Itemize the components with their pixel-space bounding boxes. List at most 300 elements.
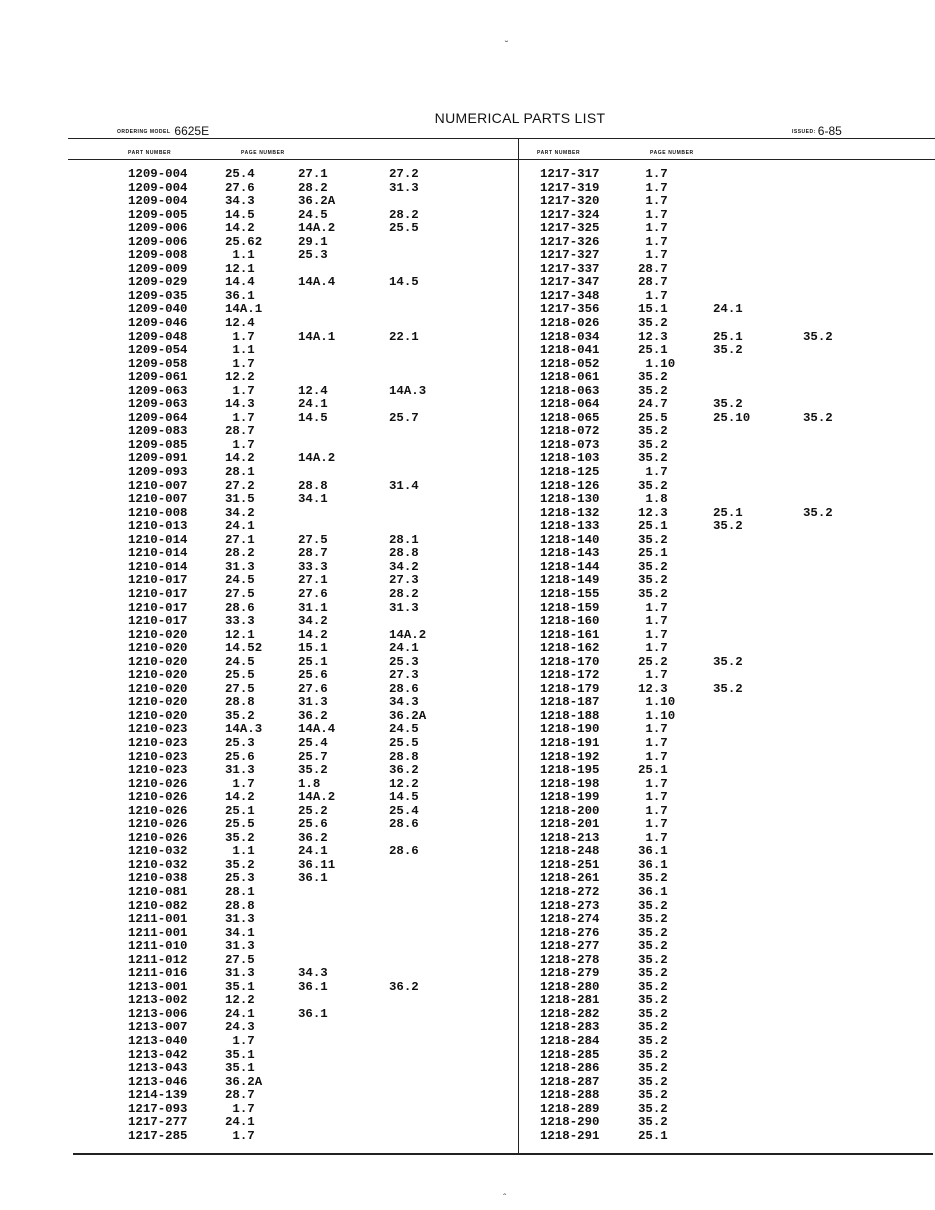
page-number: 14.52 xyxy=(225,641,263,656)
part-number: 1218-103 xyxy=(540,451,600,466)
page-number: 25.6 xyxy=(225,749,255,764)
part-number: 1214-139 xyxy=(128,1088,188,1103)
page-number: 27.6 xyxy=(225,180,255,195)
page-number: 25.7 xyxy=(298,749,328,764)
page-number: 25.10 xyxy=(713,410,751,425)
part-number: 1213-007 xyxy=(128,1020,188,1035)
part-number: 1218-073 xyxy=(540,437,600,452)
part-number: 1210-020 xyxy=(128,708,188,723)
page-number: 1.7 xyxy=(638,790,668,805)
page-number: 1.7 xyxy=(638,830,668,845)
page-number: 35.2 xyxy=(638,1034,668,1048)
page-number: 1.7 xyxy=(638,641,668,656)
page-number: 25.3 xyxy=(225,871,255,886)
page-number: 24.5 xyxy=(389,722,419,737)
page-number: 24.3 xyxy=(225,1020,255,1035)
part-number: 1211-012 xyxy=(128,952,188,967)
page-number: 35.2 xyxy=(803,505,833,520)
part-number: 1218-041 xyxy=(540,343,600,358)
page-number: 25.5 xyxy=(638,410,668,425)
part-number: 1209-064 xyxy=(128,410,188,425)
page-number: 36.11 xyxy=(298,857,336,872)
page-number: 1.7 xyxy=(225,356,255,371)
part-number: 1210-007 xyxy=(128,478,188,493)
page-number: 28.7 xyxy=(638,261,668,276)
part-number: 1210-023 xyxy=(128,763,188,778)
part-number: 1218-026 xyxy=(540,316,600,331)
part-number: 1209-009 xyxy=(128,261,188,276)
page-number: 34.3 xyxy=(389,695,419,710)
part-number: 1209-048 xyxy=(128,329,188,344)
page-number: 36.2 xyxy=(298,830,328,845)
part-number: 1211-001 xyxy=(128,912,188,927)
part-number: 1218-061 xyxy=(540,370,600,385)
part-number: 1218-162 xyxy=(540,641,600,656)
part-number: 1209-058 xyxy=(128,356,188,371)
page-number: 1.7 xyxy=(225,776,255,791)
page-number: 34.1 xyxy=(225,925,255,940)
part-number: 1218-188 xyxy=(540,708,600,723)
part-number: 1210-026 xyxy=(128,830,188,845)
page-number: 28.7 xyxy=(298,546,328,561)
part-number: 1218-191 xyxy=(540,735,600,750)
part-number: 1218-195 xyxy=(540,763,600,778)
page-number: 14.2 xyxy=(225,221,255,236)
part-number: 1210-081 xyxy=(128,884,188,899)
page-number: 35.2 xyxy=(803,410,833,425)
page-number: 14A.2 xyxy=(298,221,336,236)
page-number: 25.1 xyxy=(298,654,328,669)
page-number: 24.7 xyxy=(638,397,668,412)
page-number: 25.4 xyxy=(298,735,328,750)
part-number: 1210-023 xyxy=(128,735,188,750)
part-number: 1218-172 xyxy=(540,668,600,683)
page-number: 27.3 xyxy=(389,668,419,683)
page-number: 35.2 xyxy=(638,1047,668,1062)
part-number: 1218-287 xyxy=(540,1074,600,1089)
part-number: 1217-325 xyxy=(540,221,600,236)
part-number: 1210-017 xyxy=(128,573,188,588)
page-number: 35.2 xyxy=(638,939,668,954)
part-number: 1210-017 xyxy=(128,586,188,601)
page-number: 25.62 xyxy=(225,234,263,249)
part-number: 1210-026 xyxy=(128,790,188,805)
page-number: 36.1 xyxy=(225,288,255,303)
page-number: 1.7 xyxy=(638,749,668,764)
part-number: 1210-020 xyxy=(128,668,188,683)
ordering-model-value: 6625E xyxy=(174,124,210,138)
column-divider xyxy=(518,139,519,1154)
page-number: 25.1 xyxy=(225,803,255,818)
page-number: 1.7 xyxy=(638,614,668,629)
part-number: 1218-277 xyxy=(540,939,600,954)
page-number: 1.1 xyxy=(225,248,255,263)
page-number: 35.2 xyxy=(638,573,668,588)
scan-mark-bottom: ˆ xyxy=(503,1193,507,1204)
page-number: 14.5 xyxy=(389,275,419,290)
page-number: 27.2 xyxy=(225,478,255,493)
part-number: 1217-347 xyxy=(540,275,600,290)
page-number: 1.7 xyxy=(638,288,668,303)
page-number: 35.2 xyxy=(638,383,668,398)
part-number: 1217-319 xyxy=(540,180,600,195)
left-part-number-header: PART NUMBER xyxy=(128,150,172,156)
page-number: 28.6 xyxy=(225,600,255,615)
part-number: 1218-161 xyxy=(540,627,600,642)
page-number: 35.1 xyxy=(225,1047,255,1062)
part-number: 1218-072 xyxy=(540,424,600,439)
page-number: 14A.1 xyxy=(225,302,263,317)
page-number: 35.2 xyxy=(638,424,668,439)
part-number: 1209-091 xyxy=(128,451,188,466)
part-number: 1218-130 xyxy=(540,492,600,507)
page-number: 35.2 xyxy=(638,871,668,886)
page-number: 12.1 xyxy=(225,261,255,276)
page-number: 35.2 xyxy=(638,1061,668,1076)
page-number: 31.5 xyxy=(225,492,255,507)
page-number: 28.1 xyxy=(225,884,255,899)
page-number: 35.2 xyxy=(638,1101,668,1116)
page-number: 1.8 xyxy=(638,492,668,507)
header-rule xyxy=(68,138,935,139)
part-number: 1209-004 xyxy=(128,180,188,195)
part-number: 1218-198 xyxy=(540,776,600,791)
part-number: 1210-026 xyxy=(128,776,188,791)
page-number: 25.3 xyxy=(298,248,328,263)
page-number: 28.6 xyxy=(389,681,419,696)
issued-value: 6-85 xyxy=(817,124,842,138)
footer-rule xyxy=(73,1153,933,1155)
part-number: 1213-042 xyxy=(128,1047,188,1062)
page-number: 27.1 xyxy=(225,532,255,547)
part-number: 1210-026 xyxy=(128,803,188,818)
page-number: 25.1 xyxy=(713,329,743,344)
part-number: 1218-286 xyxy=(540,1061,600,1076)
page-number: 29.1 xyxy=(298,234,328,249)
page-number: 12.2 xyxy=(225,370,255,385)
page-number: 1.7 xyxy=(638,465,668,480)
page-number: 35.2 xyxy=(638,478,668,493)
page-number: 12.1 xyxy=(225,627,255,642)
part-number: 1213-040 xyxy=(128,1034,188,1048)
page-number: 25.5 xyxy=(225,668,255,683)
part-number: 1209-004 xyxy=(128,194,188,209)
page-number: 25.1 xyxy=(638,546,668,561)
page-number: 14.5 xyxy=(389,790,419,805)
page-number: 1.7 xyxy=(638,776,668,791)
part-number: 1218-187 xyxy=(540,695,600,710)
page-number: 25.6 xyxy=(298,817,328,832)
page-number: 35.1 xyxy=(225,1061,255,1076)
part-number: 1218-199 xyxy=(540,790,600,805)
page-number: 1.7 xyxy=(225,383,255,398)
page-number: 28.2 xyxy=(389,586,419,601)
part-number: 1218-291 xyxy=(540,1128,600,1143)
ordering-model-label: ORDERING MODEL xyxy=(117,128,171,135)
page-number: 31.3 xyxy=(389,180,419,195)
page-number: 35.2 xyxy=(638,370,668,385)
page-number: 35.2 xyxy=(638,979,668,994)
part-number: 1218-160 xyxy=(540,614,600,629)
page-number: 25.1 xyxy=(638,763,668,778)
page-number: 31.3 xyxy=(225,912,255,927)
page-number: 22.1 xyxy=(389,329,419,344)
part-number: 1218-285 xyxy=(540,1047,600,1062)
part-number: 1218-140 xyxy=(540,532,600,547)
page-number: 1.7 xyxy=(638,167,668,181)
part-number: 1218-279 xyxy=(540,966,600,981)
part-number: 1209-004 xyxy=(128,167,188,181)
part-number: 1218-200 xyxy=(540,803,600,818)
part-number: 1218-125 xyxy=(540,465,600,480)
part-number: 1209-093 xyxy=(128,465,188,480)
page-number: 35.2 xyxy=(803,329,833,344)
page-number: 24.5 xyxy=(298,207,328,222)
part-number: 1217-337 xyxy=(540,261,600,276)
part-number: 1209-035 xyxy=(128,288,188,303)
page-number: 31.3 xyxy=(225,939,255,954)
part-number: 1211-016 xyxy=(128,966,188,981)
page-number: 28.8 xyxy=(225,898,255,913)
page-number: 14A.2 xyxy=(389,627,427,642)
page-number: 35.2 xyxy=(638,912,668,927)
part-number: 1210-020 xyxy=(128,627,188,642)
page-number: 35.2 xyxy=(713,654,743,669)
page-number: 34.1 xyxy=(298,492,328,507)
part-number: 1218-133 xyxy=(540,519,600,534)
part-number: 1218-159 xyxy=(540,600,600,615)
page-number: 1.7 xyxy=(225,437,255,452)
page-number: 1.7 xyxy=(638,234,668,249)
left-page-number-header: PAGE NUMBER xyxy=(241,150,285,156)
page-number: 14A.2 xyxy=(298,451,336,466)
page-number: 36.1 xyxy=(638,884,668,899)
part-number: 1218-281 xyxy=(540,993,600,1008)
page-number: 35.2 xyxy=(713,343,743,358)
page-number: 35.2 xyxy=(638,316,668,331)
page-number: 35.2 xyxy=(225,830,255,845)
page-number: 25.5 xyxy=(389,735,419,750)
page-number: 35.2 xyxy=(638,1074,668,1089)
page-number: 28.8 xyxy=(389,749,419,764)
part-number: 1218-284 xyxy=(540,1034,600,1048)
page-number: 35.2 xyxy=(638,1088,668,1103)
part-number: 1218-149 xyxy=(540,573,600,588)
page-number: 12.3 xyxy=(638,329,668,344)
page-number: 25.5 xyxy=(389,221,419,236)
part-number: 1210-026 xyxy=(128,817,188,832)
part-number: 1218-282 xyxy=(540,1006,600,1021)
page-number: 1.7 xyxy=(638,207,668,222)
part-number: 1218-190 xyxy=(540,722,600,737)
page-number: 25.4 xyxy=(225,167,255,181)
part-number: 1218-126 xyxy=(540,478,600,493)
page-number: 36.2A xyxy=(225,1074,263,1089)
part-number: 1213-001 xyxy=(128,979,188,994)
part-number: 1218-213 xyxy=(540,830,600,845)
part-number: 1210-013 xyxy=(128,519,188,534)
page-number: 34.3 xyxy=(298,966,328,981)
part-number: 1218-289 xyxy=(540,1101,600,1116)
part-number: 1210-032 xyxy=(128,857,188,872)
part-number: 1213-046 xyxy=(128,1074,188,1089)
page-number: 31.3 xyxy=(225,763,255,778)
part-number: 1209-029 xyxy=(128,275,188,290)
page-number: 14.2 xyxy=(298,627,328,642)
page-number: 1.7 xyxy=(638,817,668,832)
page-number: 1.1 xyxy=(225,844,255,859)
page-number: 35.2 xyxy=(638,898,668,913)
page-number: 36.1 xyxy=(638,857,668,872)
page-number: 15.1 xyxy=(638,302,668,317)
page-number: 35.2 xyxy=(713,397,743,412)
page-number: 31.4 xyxy=(389,478,419,493)
part-number: 1217-348 xyxy=(540,288,600,303)
part-number: 1218-179 xyxy=(540,681,600,696)
page-number: 28.8 xyxy=(298,478,328,493)
page-number: 28.6 xyxy=(389,844,419,859)
page-number: 35.2 xyxy=(638,952,668,967)
page-number: 28.2 xyxy=(298,180,328,195)
page-number: 35.2 xyxy=(638,437,668,452)
page-number: 27.6 xyxy=(298,586,328,601)
page-number: 24.5 xyxy=(225,573,255,588)
part-number: 1218-064 xyxy=(540,397,600,412)
page-number: 25.6 xyxy=(298,668,328,683)
column-header-rule xyxy=(68,159,935,160)
part-number: 1217-320 xyxy=(540,194,600,209)
page-number: 35.2 xyxy=(638,1020,668,1035)
page-number: 1.7 xyxy=(225,329,255,344)
page-number: 25.3 xyxy=(389,654,419,669)
page-number: 27.2 xyxy=(389,167,419,181)
page-number: 36.2 xyxy=(389,763,419,778)
page-number: 31.3 xyxy=(389,600,419,615)
part-number: 1210-020 xyxy=(128,641,188,656)
part-number: 1217-326 xyxy=(540,234,600,249)
page-number: 14.5 xyxy=(298,410,328,425)
part-number: 1213-006 xyxy=(128,1006,188,1021)
part-number: 1210-023 xyxy=(128,749,188,764)
part-number: 1209-061 xyxy=(128,370,188,385)
page-number: 25.1 xyxy=(638,343,668,358)
page-number: 1.7 xyxy=(638,221,668,236)
part-number: 1217-356 xyxy=(540,302,600,317)
page-number: 28.1 xyxy=(225,465,255,480)
page-number: 27.5 xyxy=(225,952,255,967)
part-number: 1218-273 xyxy=(540,898,600,913)
page-number: 28.7 xyxy=(638,275,668,290)
page-number: 35.2 xyxy=(298,763,328,778)
page-number: 27.3 xyxy=(389,573,419,588)
part-number: 1211-010 xyxy=(128,939,188,954)
page-number: 1.1 xyxy=(225,343,255,358)
part-number: 1218-272 xyxy=(540,884,600,899)
part-number: 1218-155 xyxy=(540,586,600,601)
part-number: 1218-288 xyxy=(540,1088,600,1103)
part-number: 1218-276 xyxy=(540,925,600,940)
page-number: 35.1 xyxy=(225,979,255,994)
page-number: 14A.3 xyxy=(225,722,263,737)
page-number: 1.7 xyxy=(638,180,668,195)
part-number: 1218-261 xyxy=(540,871,600,886)
page-number: 27.5 xyxy=(298,532,328,547)
page-number: 35.2 xyxy=(638,966,668,981)
part-number: 1218-170 xyxy=(540,654,600,669)
page-number: 12.2 xyxy=(225,993,255,1008)
page-number: 34.2 xyxy=(298,614,328,629)
page-number: 14A.1 xyxy=(298,329,336,344)
part-number: 1218-274 xyxy=(540,912,600,927)
page-number: 35.2 xyxy=(225,708,255,723)
page-number: 28.7 xyxy=(225,424,255,439)
page-number: 14A.4 xyxy=(298,722,336,737)
page-number: 1.8 xyxy=(298,776,321,791)
page-number: 33.3 xyxy=(298,559,328,574)
part-number: 1213-002 xyxy=(128,993,188,1008)
part-number: 1209-040 xyxy=(128,302,188,317)
page-number: 1.7 xyxy=(638,194,668,209)
page-number: 25.4 xyxy=(389,803,419,818)
part-number: 1210-017 xyxy=(128,600,188,615)
page-number: 36.2A xyxy=(389,708,427,723)
page-number: 35.2 xyxy=(713,519,743,534)
part-number: 1217-317 xyxy=(540,167,600,181)
page-number: 14A.3 xyxy=(389,383,427,398)
part-number: 1217-277 xyxy=(128,1115,188,1130)
page-number: 33.3 xyxy=(225,614,255,629)
page-number: 36.2 xyxy=(389,979,419,994)
page-number: 1.7 xyxy=(638,803,668,818)
part-number: 1217-327 xyxy=(540,248,600,263)
page-number: 27.5 xyxy=(225,681,255,696)
part-number: 1218-065 xyxy=(540,410,600,425)
page-number: 25.1 xyxy=(638,1128,668,1143)
part-number: 1218-290 xyxy=(540,1115,600,1130)
page-number: 36.2 xyxy=(298,708,328,723)
right-part-number-header: PART NUMBER xyxy=(537,150,581,156)
page-number: 28.2 xyxy=(389,207,419,222)
part-number: 1217-324 xyxy=(540,207,600,222)
page-number: 25.2 xyxy=(298,803,328,818)
page-number: 24.1 xyxy=(298,397,328,412)
page-number: 25.2 xyxy=(638,654,668,669)
right-page-number-header: PAGE NUMBER xyxy=(650,150,694,156)
part-number: 1210-038 xyxy=(128,871,188,886)
part-number: 1218-280 xyxy=(540,979,600,994)
part-number: 1209-006 xyxy=(128,234,188,249)
part-number: 1209-063 xyxy=(128,383,188,398)
page-number: 28.6 xyxy=(389,817,419,832)
page-number: 14.2 xyxy=(225,790,255,805)
part-number: 1210-020 xyxy=(128,654,188,669)
part-number: 1217-285 xyxy=(128,1128,188,1143)
page-number: 28.8 xyxy=(225,695,255,710)
part-number: 1218-251 xyxy=(540,857,600,872)
page-number: 24.1 xyxy=(298,844,328,859)
part-number: 1218-052 xyxy=(540,356,600,371)
page-number: 14.4 xyxy=(225,275,255,290)
page-number: 1.7 xyxy=(638,735,668,750)
page-number: 1.10 xyxy=(638,356,676,371)
page-number: 35.2 xyxy=(638,1006,668,1021)
page-title: NUMERICAL PARTS LIST xyxy=(434,110,606,126)
page-number: 14.5 xyxy=(225,207,255,222)
page-number: 12.3 xyxy=(638,681,668,696)
page-number: 35.2 xyxy=(225,857,255,872)
page-number: 14.3 xyxy=(225,397,255,412)
page-number: 35.2 xyxy=(638,532,668,547)
